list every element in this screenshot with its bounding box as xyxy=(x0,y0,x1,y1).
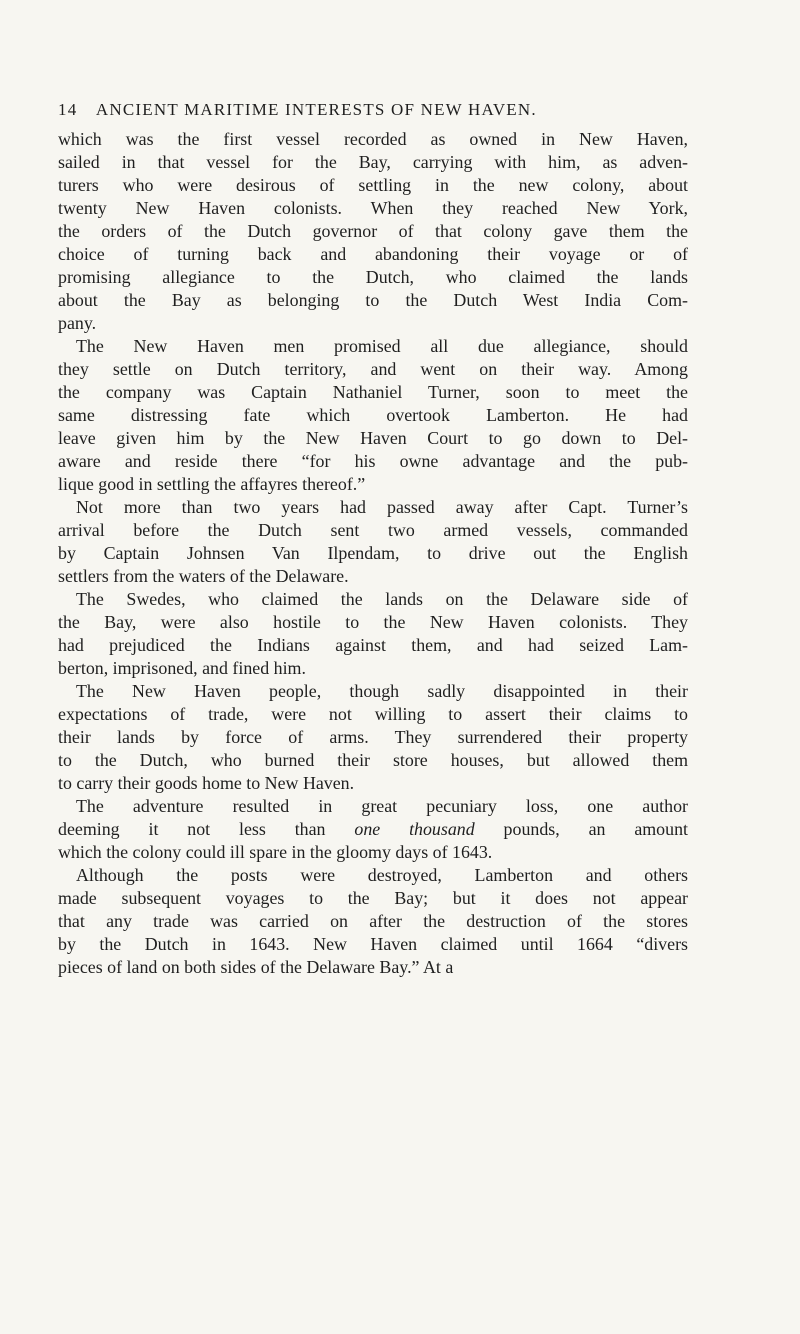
text-line: choice of turning back and abandoning their voyage or of xyxy=(58,244,688,264)
text-line: aware and reside there “for his owne advantage and the pub- xyxy=(58,451,688,471)
text-line: twenty New Haven colonists. When they reached New York, xyxy=(58,198,688,218)
text-line: the Bay, were also hostile to the New Haven colonists. They xyxy=(58,612,688,632)
text-line: to the Dutch, who burned their store houses, but allowed them xyxy=(58,750,688,770)
text-line: to carry their goods home to New Haven. xyxy=(58,773,355,793)
text-line: pany. xyxy=(58,313,97,333)
running-title: ANCIENT MARITIME INTERESTS OF NEW HAVEN. xyxy=(95,100,537,119)
text-line: deeming it not less than one thousand pounds, an amount xyxy=(58,819,688,839)
text-line: The New Haven people, though sadly disappointed in their xyxy=(76,681,688,701)
text-line: the company was Captain Nathaniel Turner, soon to meet the xyxy=(58,382,688,402)
text-line: the orders of the Dutch governor of that colony gave them the xyxy=(58,221,688,241)
page-number: 14 xyxy=(58,100,78,119)
text-line: expectations of trade, were not willing to assert their claims to xyxy=(58,704,688,724)
text-line: lique good in settling the affayres thereof.” xyxy=(58,474,366,494)
text-line: promising allegiance to the Dutch, who claimed the lands xyxy=(58,267,688,287)
text-line: by Captain Johnsen Van Ilpendam, to drive out the English xyxy=(58,543,688,563)
text-line: had prejudiced the Indians against them, and had seized Lam- xyxy=(58,635,688,655)
text-line: The Swedes, who claimed the lands on the Delaware side of xyxy=(76,589,688,609)
paragraph xyxy=(58,588,688,680)
paragraph xyxy=(58,496,688,588)
text-line: they settle on Dutch territory, and went on their way. Among xyxy=(58,359,688,379)
text-line: which was the first vessel recorded as owned in New Haven, xyxy=(58,129,688,149)
paragraph xyxy=(58,795,688,864)
text-line: made subsequent voyages to the Bay; but it does not appear xyxy=(58,888,688,908)
text-line: leave given him by the New Haven Court to go down to Del- xyxy=(58,428,688,448)
text-line: arrival before the Dutch sent two armed vessels, commanded xyxy=(58,520,688,540)
text-line: by the Dutch in 1643. New Haven claimed until 1664 “divers xyxy=(58,934,688,954)
text-line: Not more than two years had passed away after Capt. Turner’s xyxy=(76,497,688,517)
text-line: sailed in that vessel for the Bay, carrying with him, as adven- xyxy=(58,152,688,172)
paragraph xyxy=(58,128,688,335)
paragraph xyxy=(58,335,688,496)
text-line: settlers from the waters of the Delaware. xyxy=(58,566,349,586)
text-line: about the Bay as belonging to the Dutch West India Com- xyxy=(58,290,688,310)
text-line: pieces of land on both sides of the Delaware Bay.” At a xyxy=(58,957,454,977)
text-line: that any trade was carried on after the destruction of the stores xyxy=(58,911,688,931)
paragraph xyxy=(58,680,688,795)
body-text xyxy=(58,128,688,979)
text-line: turers who were desirous of settling in the new colony, about xyxy=(58,175,688,195)
text-line: The New Haven men promised all due allegiance, should xyxy=(76,336,688,356)
text-line: same distressing fate which overtook Lamberton. He had xyxy=(58,405,688,425)
running-header xyxy=(58,100,698,120)
text-line: berton, imprisoned, and fined him. xyxy=(58,658,306,678)
text-line: Although the posts were destroyed, Lamberton and others xyxy=(76,865,688,885)
paragraph xyxy=(58,864,688,979)
text-line: which the colony could ill spare in the gloomy days of 1643. xyxy=(58,842,493,862)
text-line: The adventure resulted in great pecuniary loss, one author xyxy=(76,796,688,816)
text-line: their lands by force of arms. They surrendered their property xyxy=(58,727,688,747)
